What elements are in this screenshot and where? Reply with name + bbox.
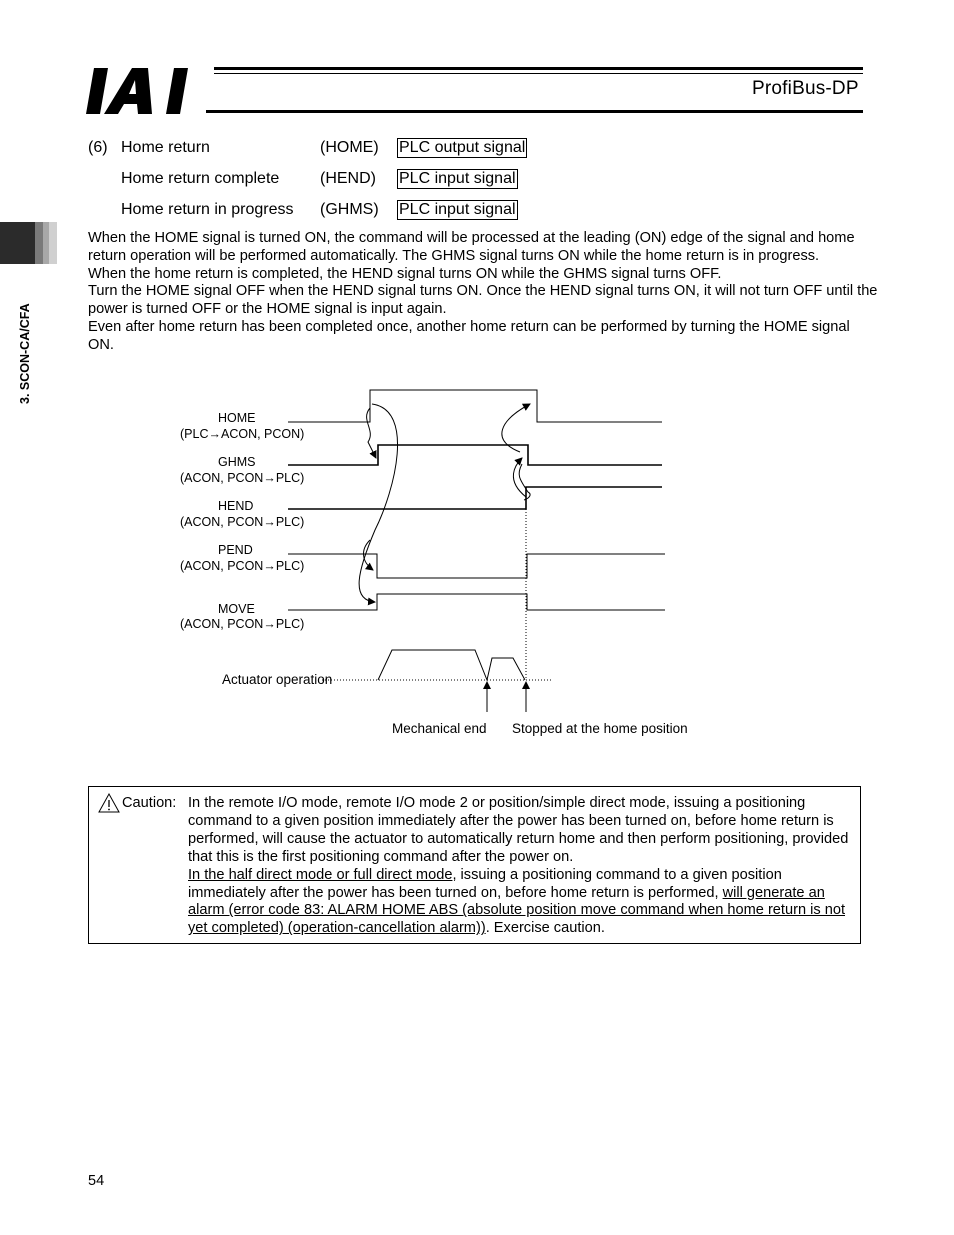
warning-icon xyxy=(98,793,120,813)
actuator-profile xyxy=(378,650,525,680)
header-rule-thin xyxy=(214,73,863,74)
timing-diagram xyxy=(170,380,710,750)
header-rule-thick xyxy=(214,67,863,70)
pend-waveform xyxy=(288,554,665,578)
move-waveform xyxy=(288,594,665,610)
description xyxy=(88,230,878,355)
row-dir-pend: (ACON, PCON→PLC) xyxy=(180,559,305,573)
signal-code: (HOME) xyxy=(320,139,379,156)
row-dir-hend: (ACON, PCON→PLC) xyxy=(180,515,305,529)
row-label-home: HOME xyxy=(218,411,256,425)
signal-name: Home return xyxy=(121,139,210,156)
home-position-label: Stopped at the home position xyxy=(512,721,688,736)
caution-alarm-text: will generate an alarm (error code 83: ALARM HOME ABS (absolute position move command when home return is not yet completed) (operation-cancellation alarm)) xyxy=(188,884,846,937)
row-label-move: MOVE xyxy=(218,602,255,616)
mechanical-end-label: Mechanical end xyxy=(392,721,487,736)
caution-body: , issuing a positioning command to a given position immediately after the power has been turned on, before home return is performed, xyxy=(188,866,782,901)
caution-paragraph: In the remote I/O mode, remote I/O mode 2 or position/simple direct mode, issuing a positioning command to a given position immediately after the power has been turned on, before home return is performed, will cause the actuator to automatically return home and then perform positioning, provided that this is the first positioning command after the power on. xyxy=(188,795,849,865)
row-label-ghms: GHMS xyxy=(218,455,256,469)
signal-name: Home return complete xyxy=(121,170,280,187)
caution-end: . Exercise caution. xyxy=(485,920,605,937)
brand-title: ProfiBus-DP xyxy=(752,78,859,99)
caution-mode-text: In the half direct mode or full direct mode xyxy=(188,866,453,883)
row-dir-move: (ACON, PCON→PLC) xyxy=(180,617,305,631)
iai-logo xyxy=(86,66,206,116)
home-waveform xyxy=(288,390,662,422)
paragraph: Even after home return has been completed once, another home return can be performed by turning the HOME signal ON. xyxy=(88,318,850,353)
hend-waveform xyxy=(288,487,662,509)
signal-direction: PLC output signal xyxy=(399,139,526,156)
row-dir-ghms: (ACON, PCON→PLC) xyxy=(180,471,305,485)
row-dir-home: (PLC→ACON, PCON) xyxy=(180,427,305,441)
caution-text xyxy=(188,795,853,938)
chapter-tab xyxy=(0,222,57,264)
actuator-label: Actuator operation xyxy=(222,672,333,687)
paragraph: When the home return is completed, the HEND signal turns ON while the GHMS signal turns OFF. xyxy=(88,265,722,282)
caution-label: Caution: xyxy=(122,795,177,811)
signal-code: (GHMS) xyxy=(320,201,379,218)
signal-direction: PLC input signal xyxy=(399,170,516,187)
paragraph: Turn the HOME signal OFF when the HEND signal turns ON. Once the HEND signal turns ON, it will not turn OFF until the power is turned OFF or the HOME signal is input again. xyxy=(88,283,878,318)
signal-code: (HEND) xyxy=(320,170,376,187)
row-label-hend: HEND xyxy=(218,499,254,513)
chapter-label: 3. SCON-CA/CFA xyxy=(18,303,32,404)
page-number: 54 xyxy=(88,1173,105,1189)
signal-name: Home return in progress xyxy=(121,201,294,218)
caution-paragraph-2 xyxy=(188,867,853,939)
signal-direction: PLC input signal xyxy=(399,201,516,218)
ghms-waveform xyxy=(288,445,662,465)
row-label-pend: PEND xyxy=(218,543,253,557)
paragraph: When the HOME signal is turned ON, the command will be processed at the leading (ON) edge of the signal and home return operation will be performed automatically. The GHMS signal turns ON while the home return is in progress. xyxy=(88,230,855,264)
header-rule-bottom xyxy=(206,110,863,113)
signal-row-prefix: (6) xyxy=(88,139,108,156)
